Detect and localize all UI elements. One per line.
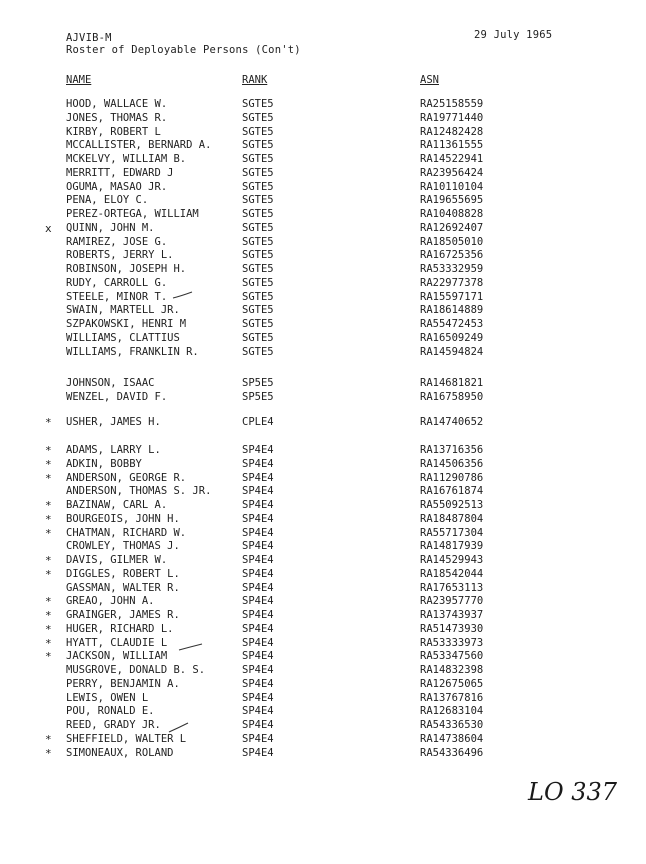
person-asn: RA55717304 [420, 526, 484, 539]
person-rank: SP4E4 [242, 499, 274, 511]
person-rank: SP4E4 [242, 677, 274, 690]
person-rank: SGTE5 [242, 221, 274, 234]
person-name: MCKELVY, WILLIAM B. [66, 153, 187, 165]
person-name: HUGER, RICHARD L. [66, 622, 174, 635]
person-asn: RA14506356 [420, 457, 484, 470]
roster-row [0, 98, 646, 112]
roster-row [0, 208, 646, 222]
roster-row [0, 582, 646, 596]
roster-row [0, 236, 646, 250]
person-asn: RA51473930 [420, 622, 484, 635]
person-asn: RA54336530 [420, 719, 484, 731]
person-asn: RA18487804 [420, 512, 484, 525]
person-rank: SP4E4 [242, 705, 274, 718]
person-asn: RA18542044 [420, 567, 484, 580]
person-asn: RA14681821 [420, 377, 484, 389]
person-asn: RA13767816 [420, 691, 484, 704]
person-name: SHEFFIELD, WALTER L [66, 732, 187, 745]
person-rank: SP4E4 [242, 664, 274, 676]
roster-row [0, 318, 646, 332]
person-rank: SP4E4 [242, 554, 274, 566]
roster-row [0, 719, 646, 733]
person-name: WILLIAMS, CLATTIUS [66, 331, 180, 344]
person-name: JONES, THOMAS R. [66, 111, 168, 124]
person-rank: SP4E4 [242, 581, 274, 594]
person-name: BAZINAW, CARL A. [66, 499, 168, 511]
person-asn: RA14738604 [420, 732, 484, 745]
row-mark: x [45, 221, 52, 235]
roster-row [0, 692, 646, 706]
person-asn: RA55472453 [420, 318, 484, 330]
row-mark: * [45, 471, 52, 485]
roster-row [0, 705, 646, 719]
person-name: MERRITT, EDWARD J [66, 166, 174, 179]
person-name: WILLIAMS, FRANKLIN R. [66, 345, 199, 358]
person-rank: SP4E4 [242, 567, 274, 580]
roster-row [0, 568, 646, 582]
person-name: MUSGROVE, DONALD B. S. [66, 664, 206, 676]
pen-tick-mark [168, 722, 190, 734]
person-rank: SP4E4 [242, 650, 274, 663]
row-mark: * [45, 622, 52, 636]
roster-row [0, 637, 646, 651]
roster-row [0, 277, 646, 291]
person-rank: SGTE5 [242, 263, 274, 275]
person-name: RUDY, CARROLL G. [66, 276, 168, 289]
person-name: GRAINGER, JAMES R. [66, 609, 180, 621]
person-rank: SGTE5 [242, 331, 274, 344]
person-name: KIRBY, ROBERT L [66, 125, 161, 138]
person-name: POU, RONALD E. [66, 705, 155, 718]
person-name: DIGGLES, ROBERT L. [66, 567, 180, 580]
handwritten-note: LO 337 [528, 778, 618, 806]
person-rank: SP4E4 [242, 512, 274, 525]
person-asn: RA14522941 [420, 153, 484, 165]
person-name: DAVIS, GILMER W. [66, 554, 168, 566]
person-asn: RA12482428 [420, 125, 484, 138]
person-asn: RA16509249 [420, 331, 484, 344]
person-name: RAMIREZ, JOSE G. [66, 235, 168, 248]
row-mark: * [45, 732, 52, 746]
person-asn: RA13743937 [420, 609, 484, 621]
roster-row [0, 139, 646, 153]
person-asn: RA23956424 [420, 166, 484, 179]
person-name: SIMONEAUX, ROLAND [66, 746, 174, 759]
person-name: ADKIN, BOBBY [66, 457, 142, 470]
row-mark: * [45, 526, 52, 540]
person-rank: SP5E5 [242, 390, 274, 403]
person-rank: SP5E5 [242, 377, 274, 389]
roster-row [0, 650, 646, 664]
person-rank: SGTE5 [242, 249, 274, 262]
person-asn: RA22977378 [420, 276, 484, 289]
person-asn: RA14594824 [420, 345, 484, 358]
person-rank: SP4E4 [242, 732, 274, 745]
roster-row [0, 527, 646, 541]
column-header-asn: ASN [420, 74, 439, 86]
roster-row [0, 416, 646, 430]
person-name: ROBERTS, JERRY L. [66, 249, 174, 262]
roster-row [0, 181, 646, 195]
person-asn: RA15597171 [420, 290, 484, 303]
column-header-rank: RANK [242, 74, 268, 86]
person-asn: RA19655695 [420, 194, 484, 207]
person-asn: RA19771440 [420, 111, 484, 124]
person-name: ANDERSON, THOMAS S. JR. [66, 485, 212, 498]
person-rank: SP4E4 [242, 526, 274, 539]
person-rank: SP4E4 [242, 444, 274, 456]
person-asn: RA12675065 [420, 677, 484, 690]
row-mark: * [45, 457, 52, 471]
person-rank: SGTE5 [242, 98, 274, 110]
roster-row [0, 194, 646, 208]
person-asn: RA25158559 [420, 98, 484, 110]
person-rank: SGTE5 [242, 166, 274, 179]
person-name: CROWLEY, THOMAS J. [66, 540, 180, 553]
person-asn: RA11361555 [420, 139, 484, 152]
person-asn: RA14832398 [420, 664, 484, 676]
pen-tick-mark [178, 642, 204, 652]
person-rank: SP4E4 [242, 609, 274, 621]
person-rank: SGTE5 [242, 111, 274, 124]
person-name: HYATT, CLAUDIE L [66, 636, 168, 649]
roster-row [0, 126, 646, 140]
row-mark: * [45, 595, 52, 609]
person-name: STEELE, MINOR T. [66, 290, 168, 303]
roster-row [0, 485, 646, 499]
person-rank: SGTE5 [242, 153, 274, 165]
document-title: Roster of Deployable Persons (Con't) [66, 44, 301, 56]
roster-row [0, 458, 646, 472]
person-name: WENZEL, DAVID F. [66, 390, 168, 403]
person-rank: SP4E4 [242, 691, 274, 704]
person-asn: RA17653113 [420, 581, 484, 594]
person-name: PENA, ELOY C. [66, 194, 149, 207]
person-asn: RA23957770 [420, 595, 484, 608]
roster-row [0, 747, 646, 761]
person-rank: SP4E4 [242, 595, 274, 608]
person-name: GASSMAN, WALTER R. [66, 581, 180, 594]
person-rank: SP4E4 [242, 746, 274, 759]
roster-row [0, 678, 646, 692]
person-rank: SGTE5 [242, 125, 274, 138]
roster-row [0, 332, 646, 346]
person-rank: SGTE5 [242, 194, 274, 207]
roster-row [0, 112, 646, 126]
person-rank: SP4E4 [242, 457, 274, 470]
person-name: GREAO, JOHN A. [66, 595, 155, 608]
roster-row [0, 554, 646, 568]
person-asn: RA54336496 [420, 746, 484, 759]
person-rank: SGTE5 [242, 290, 274, 303]
document-date: 29 July 1965 [474, 29, 553, 41]
person-name: REED, GRADY JR. [66, 719, 161, 731]
person-name: ANDERSON, GEORGE R. [66, 471, 187, 484]
person-rank: SGTE5 [242, 208, 274, 220]
roster-row [0, 595, 646, 609]
person-name: LEWIS, OWEN L [66, 691, 149, 704]
person-name: ROBINSON, JOSEPH H. [66, 263, 187, 275]
roster-row [0, 346, 646, 360]
pen-tick-mark [172, 291, 194, 301]
row-mark: * [45, 609, 52, 622]
person-asn: RA53347560 [420, 650, 484, 663]
person-asn: RA12683104 [420, 705, 484, 718]
row-mark: * [45, 746, 52, 760]
roster-row [0, 263, 646, 277]
person-name: OGUMA, MASAO JR. [66, 180, 168, 193]
person-rank: SP4E4 [242, 622, 274, 635]
roster-row [0, 153, 646, 167]
roster-row [0, 499, 646, 513]
person-rank: SGTE5 [242, 276, 274, 289]
person-asn: RA16725356 [420, 249, 484, 262]
person-name: CHATMAN, RICHARD W. [66, 526, 187, 539]
person-rank: CPLE4 [242, 416, 274, 428]
person-asn: RA11290786 [420, 471, 484, 484]
person-name: MCCALLISTER, BERNARD A. [66, 139, 212, 152]
person-asn: RA18614889 [420, 304, 484, 317]
roster-row [0, 291, 646, 305]
row-mark: * [45, 499, 52, 512]
person-name: SWAIN, MARTELL JR. [66, 304, 180, 317]
person-rank: SP4E4 [242, 636, 274, 649]
roster-row [0, 733, 646, 747]
document-code: AJVIB-M [66, 32, 112, 44]
person-name: SZPAKOWSKI, HENRI M [66, 318, 187, 330]
person-asn: RA14740652 [420, 416, 484, 428]
roster-row [0, 540, 646, 554]
roster-row [0, 222, 646, 236]
row-mark: * [45, 444, 52, 457]
row-mark: * [45, 567, 52, 581]
person-name: USHER, JAMES H. [66, 416, 161, 428]
column-header-name: NAME [66, 74, 92, 86]
person-asn: RA10110104 [420, 180, 484, 193]
person-rank: SGTE5 [242, 139, 274, 152]
person-name: PEREZ-ORTEGA, WILLIAM [66, 208, 199, 220]
roster-row [0, 609, 646, 623]
person-asn: RA14529943 [420, 554, 484, 566]
person-rank: SGTE5 [242, 345, 274, 358]
person-rank: SGTE5 [242, 180, 274, 193]
person-name: BOURGEOIS, JOHN H. [66, 512, 180, 525]
person-name: JOHNSON, ISAAC [66, 377, 155, 389]
person-asn: RA16758950 [420, 390, 484, 403]
person-name: PERRY, BENJAMIN A. [66, 677, 180, 690]
row-mark: * [45, 554, 52, 567]
person-name: ADAMS, LARRY L. [66, 444, 161, 456]
person-rank: SGTE5 [242, 304, 274, 317]
person-asn: RA10408828 [420, 208, 484, 220]
row-mark: * [45, 636, 52, 650]
roster-row [0, 623, 646, 637]
person-asn: RA13716356 [420, 444, 484, 456]
roster-row [0, 664, 646, 678]
roster-row [0, 391, 646, 405]
person-asn: RA16761874 [420, 485, 484, 498]
row-mark: * [45, 650, 52, 664]
person-name: QUINN, JOHN M. [66, 221, 155, 234]
person-rank: SGTE5 [242, 318, 274, 330]
person-asn: RA14817939 [420, 540, 484, 553]
person-rank: SP4E4 [242, 719, 274, 731]
person-asn: RA55092513 [420, 499, 484, 511]
person-rank: SP4E4 [242, 485, 274, 498]
roster-row [0, 167, 646, 181]
person-asn: RA18505010 [420, 235, 484, 248]
person-rank: SGTE5 [242, 235, 274, 248]
roster-row [0, 444, 646, 458]
roster-row [0, 377, 646, 391]
person-asn: RA53332959 [420, 263, 484, 275]
person-asn: RA12692407 [420, 221, 484, 234]
person-asn: RA53333973 [420, 636, 484, 649]
person-rank: SP4E4 [242, 471, 274, 484]
person-rank: SP4E4 [242, 540, 274, 553]
roster-row [0, 472, 646, 486]
person-name: HOOD, WALLACE W. [66, 98, 168, 110]
row-mark: * [45, 512, 52, 526]
roster-row [0, 249, 646, 263]
row-mark: * [45, 416, 52, 429]
roster-row [0, 304, 646, 318]
person-name: JACKSON, WILLIAM [66, 650, 168, 663]
roster-row [0, 513, 646, 527]
